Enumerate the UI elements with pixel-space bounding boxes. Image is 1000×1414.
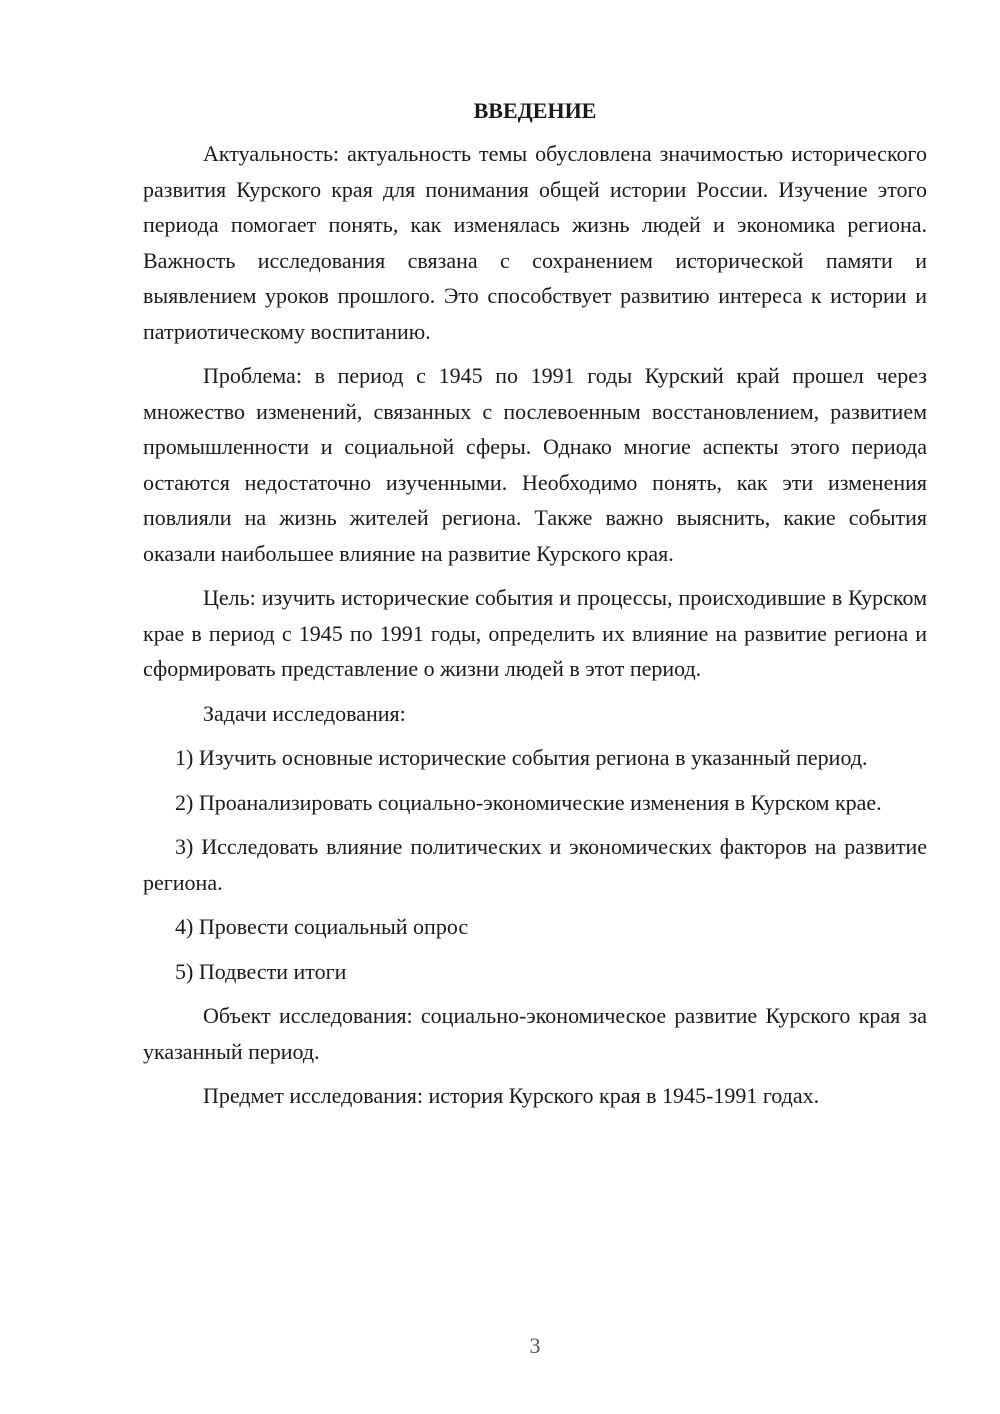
paragraph-relevance: Актуальность: актуальность темы обусловлена значимостью исторического развития Курского края для понимания общей истории России. Изучение этого периода помогает понять, как изменялась жизнь людей и экономика региона. Важность исследования связана с сохранением исторической памяти и выявлением уроков прошлого. Это способствует развитию интереса к истории и патриотическому воспитанию. — [143, 141, 927, 344]
task-item: 5) Подвести итоги — [175, 958, 347, 984]
paragraph-subject: Предмет исследования: история Курского края в 1945-1991 годах. — [203, 1083, 820, 1108]
task-item: 4) Провести социальный опрос — [175, 914, 469, 939]
section-title: ВВЕДЕНИЕ — [473, 98, 597, 123]
tasks-heading: Задачи исследования: — [203, 700, 406, 726]
document-page — [143, 96, 927, 1123]
paragraph-goal: Цель: изучить исторические события и процессы, происходившие в Курском крае в период с 1945 по 1991 годы, определить их влияние на развитие региона и сформировать представление о жизни людей в этот период. — [143, 585, 927, 681]
task-item: 3) Исследовать влияние политических и экономических факторов на развитие региона. — [143, 834, 927, 895]
task-item: 2) Проанализировать социально-экономические изменения в Курском крае. — [175, 789, 882, 815]
task-item: 1) Изучить основные исторические события региона в указанный период. — [175, 745, 868, 770]
page-number: 3 — [529, 1333, 541, 1358]
paragraph-object: Объект исследования: социально-экономическое развитие Курского края за указанный период. — [143, 1003, 927, 1064]
paragraph-problem: Проблема: в период с 1945 по 1991 годы Курский край прошел через множество изменений, связанных с послевоенным восстановлением, развитием промышленности и социальной сферы. Однако многие аспекты этого периода остаются недостаточно изученными. Необходимо понять, как эти изменения повлияли на жизнь жителей региона. Также важно выяснить, какие события оказали наибольшее влияние на развитие Курского края. — [143, 363, 927, 566]
